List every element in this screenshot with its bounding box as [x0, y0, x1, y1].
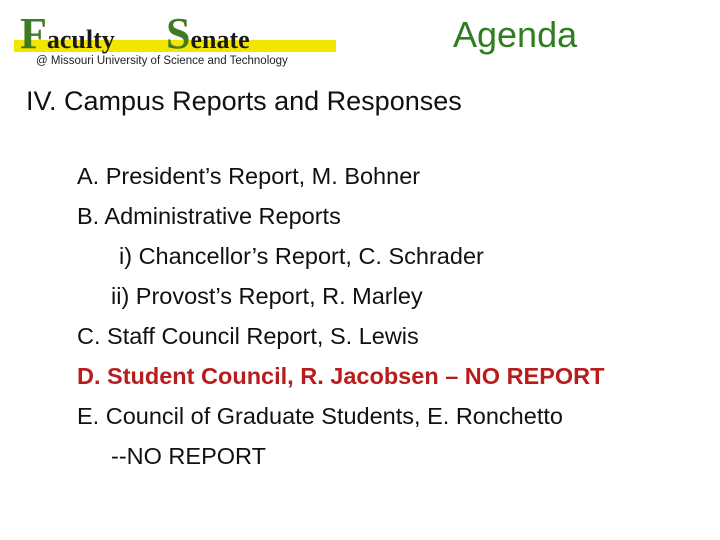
- agenda-item-b-ii: ii) Provost’s Report, R. Marley: [111, 283, 423, 309]
- logo-cap-f: F: [20, 9, 47, 58]
- agenda-item-b: B. Administrative Reports: [77, 203, 341, 229]
- agenda-item-c: C. Staff Council Report, S. Lewis: [77, 323, 419, 349]
- logo-word-faculty: [20, 9, 115, 58]
- agenda-list: [77, 156, 605, 476]
- logo-word-faculty-rest: aculty: [46, 25, 115, 54]
- agenda-item-b-i: i) Chancellor’s Report, C. Schrader: [119, 243, 484, 269]
- faculty-senate-logo: [14, 10, 339, 72]
- page-title: Agenda: [453, 14, 578, 55]
- logo-word-senate: [166, 9, 250, 58]
- agenda-item-e-note: --NO REPORT: [111, 443, 266, 469]
- agenda-item-d: D. Student Council, R. Jacobsen – NO REPORT: [77, 363, 605, 389]
- logo-subtitle: @ Missouri University of Science and Technology: [36, 55, 288, 67]
- agenda-item-a: A. President’s Report, M. Bohner: [77, 163, 421, 189]
- section-heading: IV. Campus Reports and Responses: [26, 86, 462, 116]
- agenda-item-e: E. Council of Graduate Students, E. Ronchetto: [77, 403, 563, 429]
- logo-word-senate-rest: enate: [190, 25, 250, 54]
- logo-cap-s: S: [166, 9, 191, 58]
